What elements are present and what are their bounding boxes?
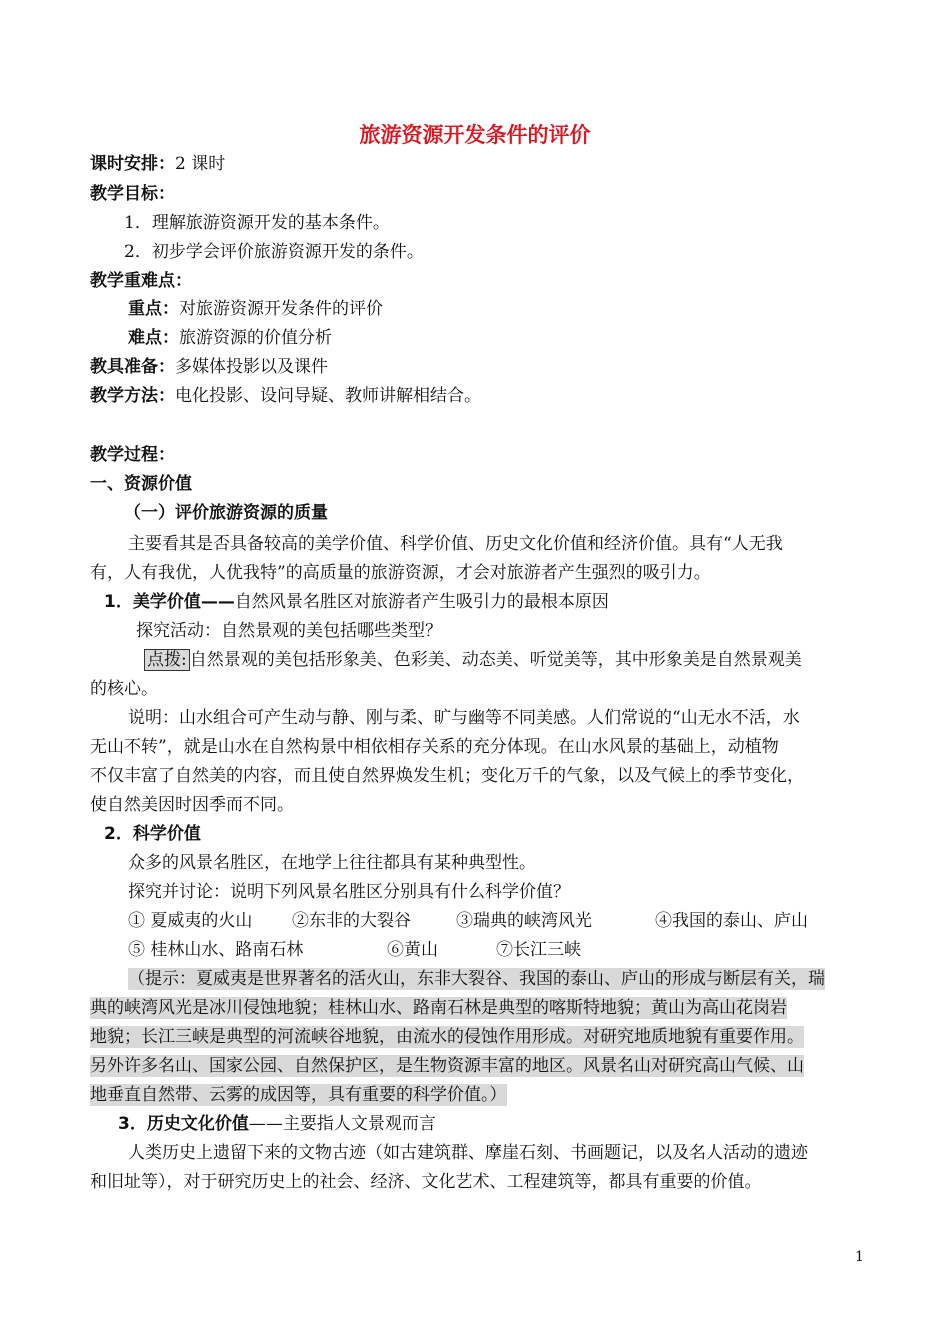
science-tip-line: （提示：夏威夷是世界著名的活火山，东非大裂谷、我国的泰山、庐山的形成与断层有关，瑞 [128, 969, 825, 989]
history-paragraph-line: 人类历史上遗留下来的文物古迹（如古建筑群、摩崖石刻、书画题记，以及名人活动的遗迹 [128, 1143, 808, 1163]
section-heading: 一、资源价值 [90, 474, 192, 494]
intro-paragraph-line: 主要看其是否具备较高的美学价值、科学价值、历史文化价值和经济价值。具有“人无我 [128, 534, 783, 554]
process-label: 教学过程： [90, 445, 175, 465]
keypoints-label: 教学重难点： [90, 271, 192, 291]
tools-value: 多媒体投影以及课件 [175, 357, 328, 377]
key-point-value: 对旅游资源开发条件的评价 [179, 299, 383, 319]
science-tip-line: 地貌；长江三峡是典型的河流峡谷地貌，由流水的侵蚀作用形成。对研究地质地貌有重要作用。 [90, 1027, 804, 1047]
goal-item: 2．初步学会评价旅游资源开发的条件。 [124, 242, 424, 262]
history-heading-rest: ——主要指人文景观而言 [248, 1114, 436, 1134]
science-paragraph: 众多的风景名胜区，在地学上往往都具有某种典型性。 [128, 853, 536, 873]
difficult-point-value: 旅游资源的价值分析 [179, 328, 332, 348]
note-line: 无山不转”，就是山水在自然构景中相依相存关系的充分体现。在山水风景的基础上，动植物 [90, 737, 779, 757]
aesthetic-explore: 探究活动：自然景观的美包括哪些类型？ [136, 621, 442, 641]
history-heading: 3．历史文化价值 [118, 1114, 249, 1134]
page-title: 旅游资源开发条件的评价 [359, 123, 591, 147]
aesthetic-heading: 1．美学价值—— [104, 592, 235, 612]
goals-label: 教学目标： [90, 184, 175, 204]
subsection-heading: （一）评价旅游资源的质量 [124, 503, 328, 523]
aesthetic-heading-line [104, 591, 609, 613]
schedule-value: 2 课时 [175, 154, 226, 174]
science-tip-line: 另外许多名山、国家公园、自然保护区，是生物资源丰富的地区。风景名山对研究高山气候、山 [90, 1056, 804, 1076]
methods-label: 教学方法： [90, 386, 175, 406]
page-number: 1 [855, 1249, 864, 1265]
science-item: ③瑞典的峡湾风光 [456, 911, 592, 931]
science-item: ⑦长江三峡 [496, 940, 581, 960]
methods-value: 电化投影、设问导疑、教师讲解相结合。 [175, 386, 481, 406]
goal-item: 1．理解旅游资源开发的基本条件。 [124, 213, 390, 233]
science-item: ②东非的大裂谷 [292, 911, 411, 931]
science-item: ⑤ 桂林山水、路南石林 [128, 940, 304, 960]
intro-paragraph-line: 有，人有我优，人优我特”的高质量的旅游资源，才会对旅游者产生强烈的吸引力。 [90, 563, 711, 583]
difficult-point-line [128, 327, 332, 349]
note-line: 说明：山水组合可产生动与静、刚与柔、旷与幽等不同美感。人们常说的“山无水不活，水 [128, 708, 800, 728]
difficult-point-label: 难点： [128, 328, 179, 348]
science-tip-line: 典的峡湾风光是冰川侵蚀地貌；桂林山水、路南石林是典型的喀斯特地貌；黄山为高山花岗岩 [90, 998, 787, 1018]
hint-text: 自然景观的美包括形象美、色彩美、动态美、听觉美等，其中形象美是自然景观美 [189, 650, 802, 670]
methods-line [90, 385, 481, 407]
history-heading-line [118, 1113, 436, 1135]
tools-line [90, 356, 328, 378]
science-item: ⑥黄山 [387, 940, 438, 960]
tools-label: 教具准备： [90, 357, 175, 377]
science-question: 探究并讨论：说明下列风景名胜区分别具有什么科学价值？ [128, 882, 570, 902]
key-point-label: 重点： [128, 299, 179, 319]
key-point-line [128, 298, 383, 320]
aesthetic-heading-rest: 自然风景名胜区对旅游者产生吸引力的最根本原因 [234, 592, 609, 612]
schedule-label: 课时安排： [90, 154, 175, 174]
science-item: ① 夏威夷的火山 [128, 911, 253, 931]
science-tip-line: 地垂直自然带、云雾的成因等，具有重要的科学价值。） [90, 1085, 507, 1105]
aesthetic-hint-line: 的核心。 [90, 679, 158, 699]
note-line: 使自然美因时因季而不同。 [90, 795, 294, 815]
schedule-line [90, 153, 225, 175]
hint-label: 点拨: [144, 649, 190, 671]
science-item: ④我国的泰山、庐山 [655, 911, 808, 931]
note-line: 不仅丰富了自然美的内容，而且使自然界焕发生机；变化万千的气象，以及气候上的季节变化， [90, 766, 804, 786]
history-paragraph-line: 和旧址等），对于研究历史上的社会、经济、文化艺术、工程建筑等，都具有重要的价值。 [90, 1172, 762, 1192]
science-heading: 2．科学价值 [104, 824, 201, 844]
aesthetic-hint-line [144, 649, 802, 671]
